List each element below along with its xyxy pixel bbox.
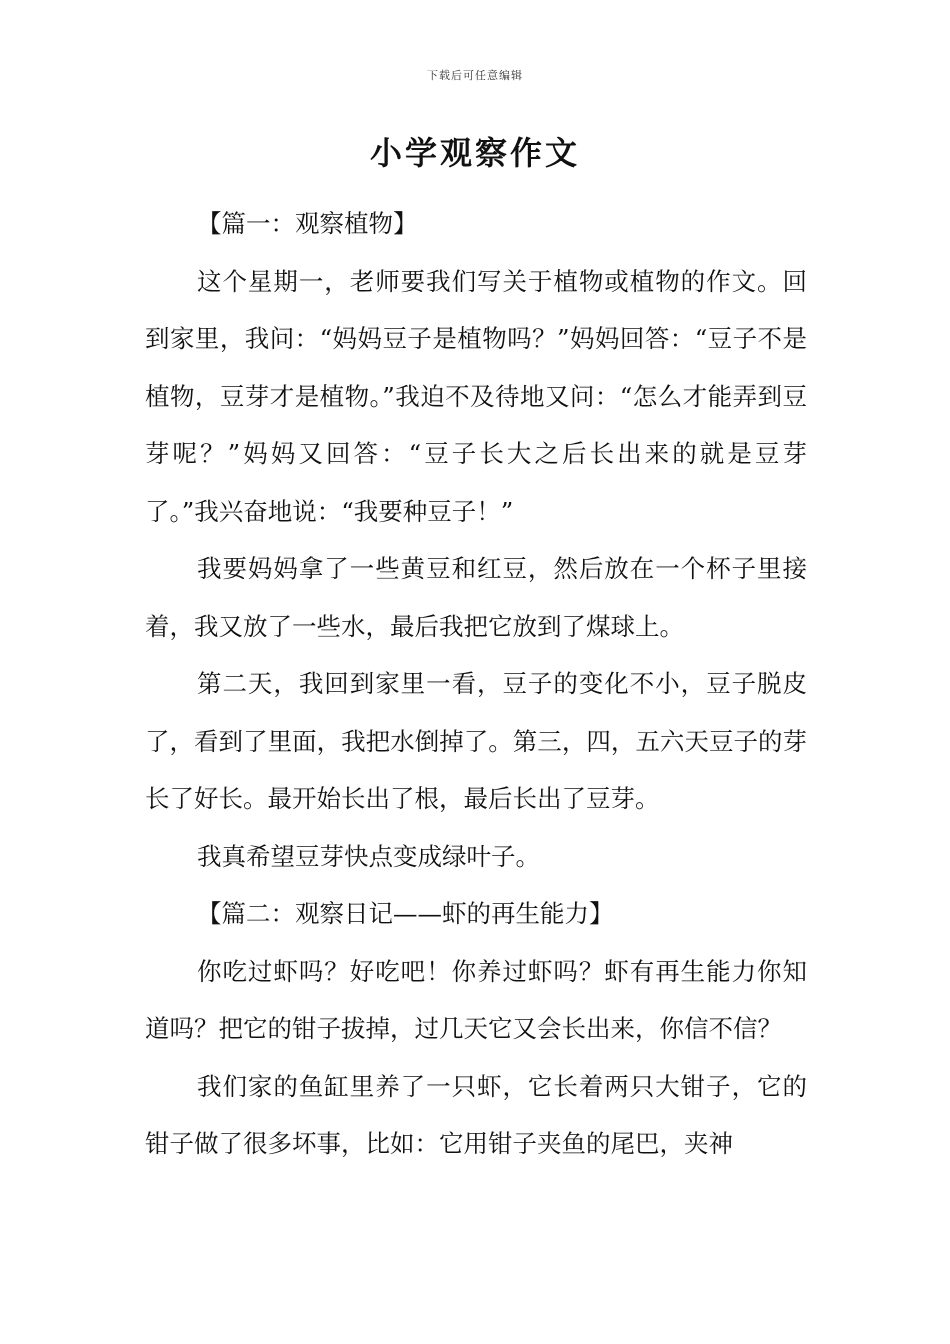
paragraph: 第二天，我回到家里一看，豆子的变化不小，豆子脱皮了，看到了里面，我把水倒掉了。第三，四，五六天豆子的芽长了好长。最开始长出了根，最后长出了豆芽。 [145,669,807,813]
paragraph: 我们家的鱼缸里养了一只虾，它长着两只大钳子，它的钳子做了很多坏事，比如：它用钳子夹鱼的尾巴，夹神 [145,1071,807,1158]
paragraph: 这个星期一，老师要我们写关于植物或植物的作文。回到家里，我问：“妈妈豆子是植物吗？”妈妈回答：“豆子不是植物，豆芽才是植物。”我迫不及待地又问：“怎么才能弄到豆芽呢？”妈妈又回答：“豆子长大之后长出来的就是豆芽了。”我兴奋地说：“我要种豆子！” [145,266,807,526]
header-note: 下载后可任意编辑 [427,69,523,82]
paragraph: 你吃过虾吗？好吃吧！你养过虾吗？虾有再生能力你知道吗？把它的钳子拔掉，过几天它又会长出来，你信不信？ [145,956,807,1043]
section-heading-2: 【篇二：观察日记——虾的再生能力】 [197,899,614,928]
document-body [145,195,807,1173]
paragraph: 我真希望豆芽快点变成绿叶子。 [197,841,540,871]
paragraph: 我要妈妈拿了一些黄豆和红豆，然后放在一个杯子里接着，我又放了一些水，最后我把它放到了煤球上。 [145,554,807,641]
document-title: 小学观察作文 [369,134,580,172]
section-heading-1: 【篇一：观察植物】 [197,209,418,238]
